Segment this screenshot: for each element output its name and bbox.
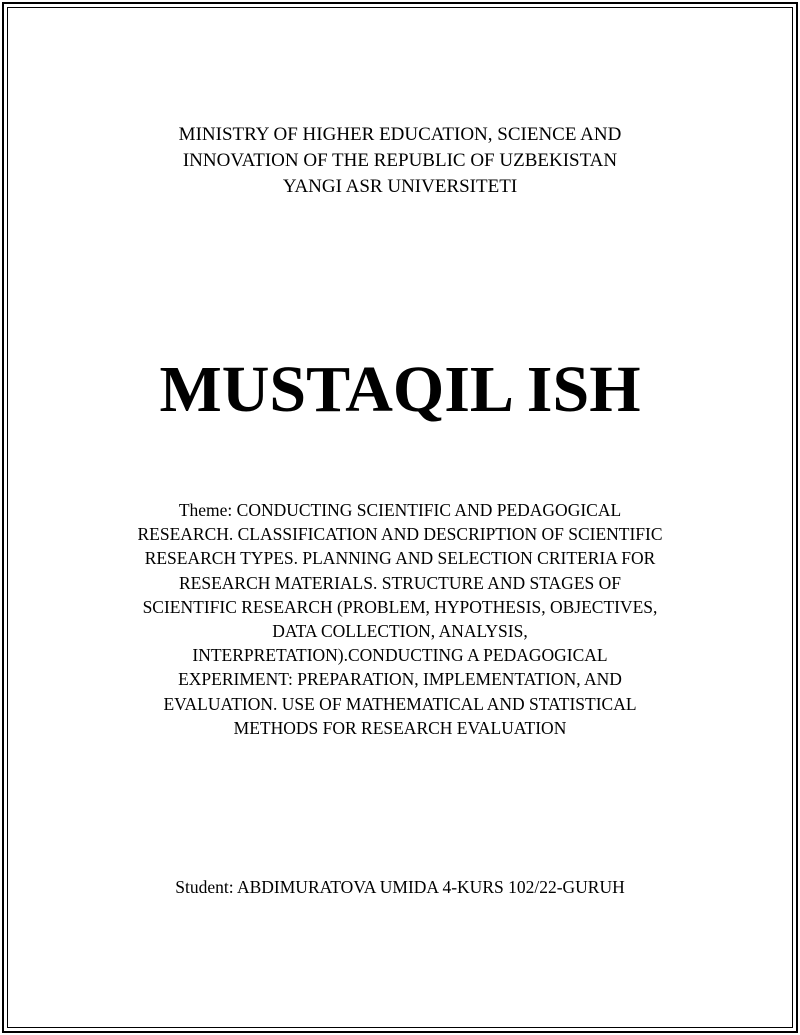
theme-block xyxy=(0,498,800,740)
theme-line: RESEARCH. CLASSIFICATION AND DESCRIPTION OF SCIENTIFIC xyxy=(137,524,663,545)
theme-line: EXPERIMENT: PREPARATION, IMPLEMENTATION, AND xyxy=(178,669,622,690)
header-line-ministry-2: INNOVATION OF THE REPUBLIC OF UZBEKISTAN xyxy=(182,150,618,171)
theme-line: INTERPRETATION).CONDUCTING A PEDAGOGICAL xyxy=(192,645,608,666)
header-line-ministry-1: MINISTRY OF HIGHER EDUCATION, SCIENCE AND xyxy=(178,124,622,145)
theme-line: RESEARCH MATERIALS. STRUCTURE AND STAGES OF xyxy=(179,572,621,593)
institution-header xyxy=(0,122,800,200)
theme-line: METHODS FOR RESEARCH EVALUATION xyxy=(233,717,567,738)
student-info: Student: ABDIMURATOVA UMIDA 4-KURS 102/22-GURUH xyxy=(175,877,625,897)
document-title: MUSTAQIL ISH xyxy=(159,353,641,426)
theme-line: SCIENTIFIC RESEARCH (PROBLEM, HYPOTHESIS, OBJECTIVES, xyxy=(142,596,658,617)
theme-line: DATA COLLECTION, ANALYSIS, xyxy=(272,621,528,642)
header-line-university: YANGI ASR UNIVERSITETI xyxy=(282,176,518,197)
theme-line: Theme: CONDUCTING SCIENTIFIC AND PEDAGOGICAL xyxy=(178,500,622,520)
theme-line: EVALUATION. USE OF MATHEMATICAL AND STATISTICAL xyxy=(163,693,637,714)
theme-line: RESEARCH TYPES. PLANNING AND SELECTION CRITERIA FOR xyxy=(144,548,656,569)
